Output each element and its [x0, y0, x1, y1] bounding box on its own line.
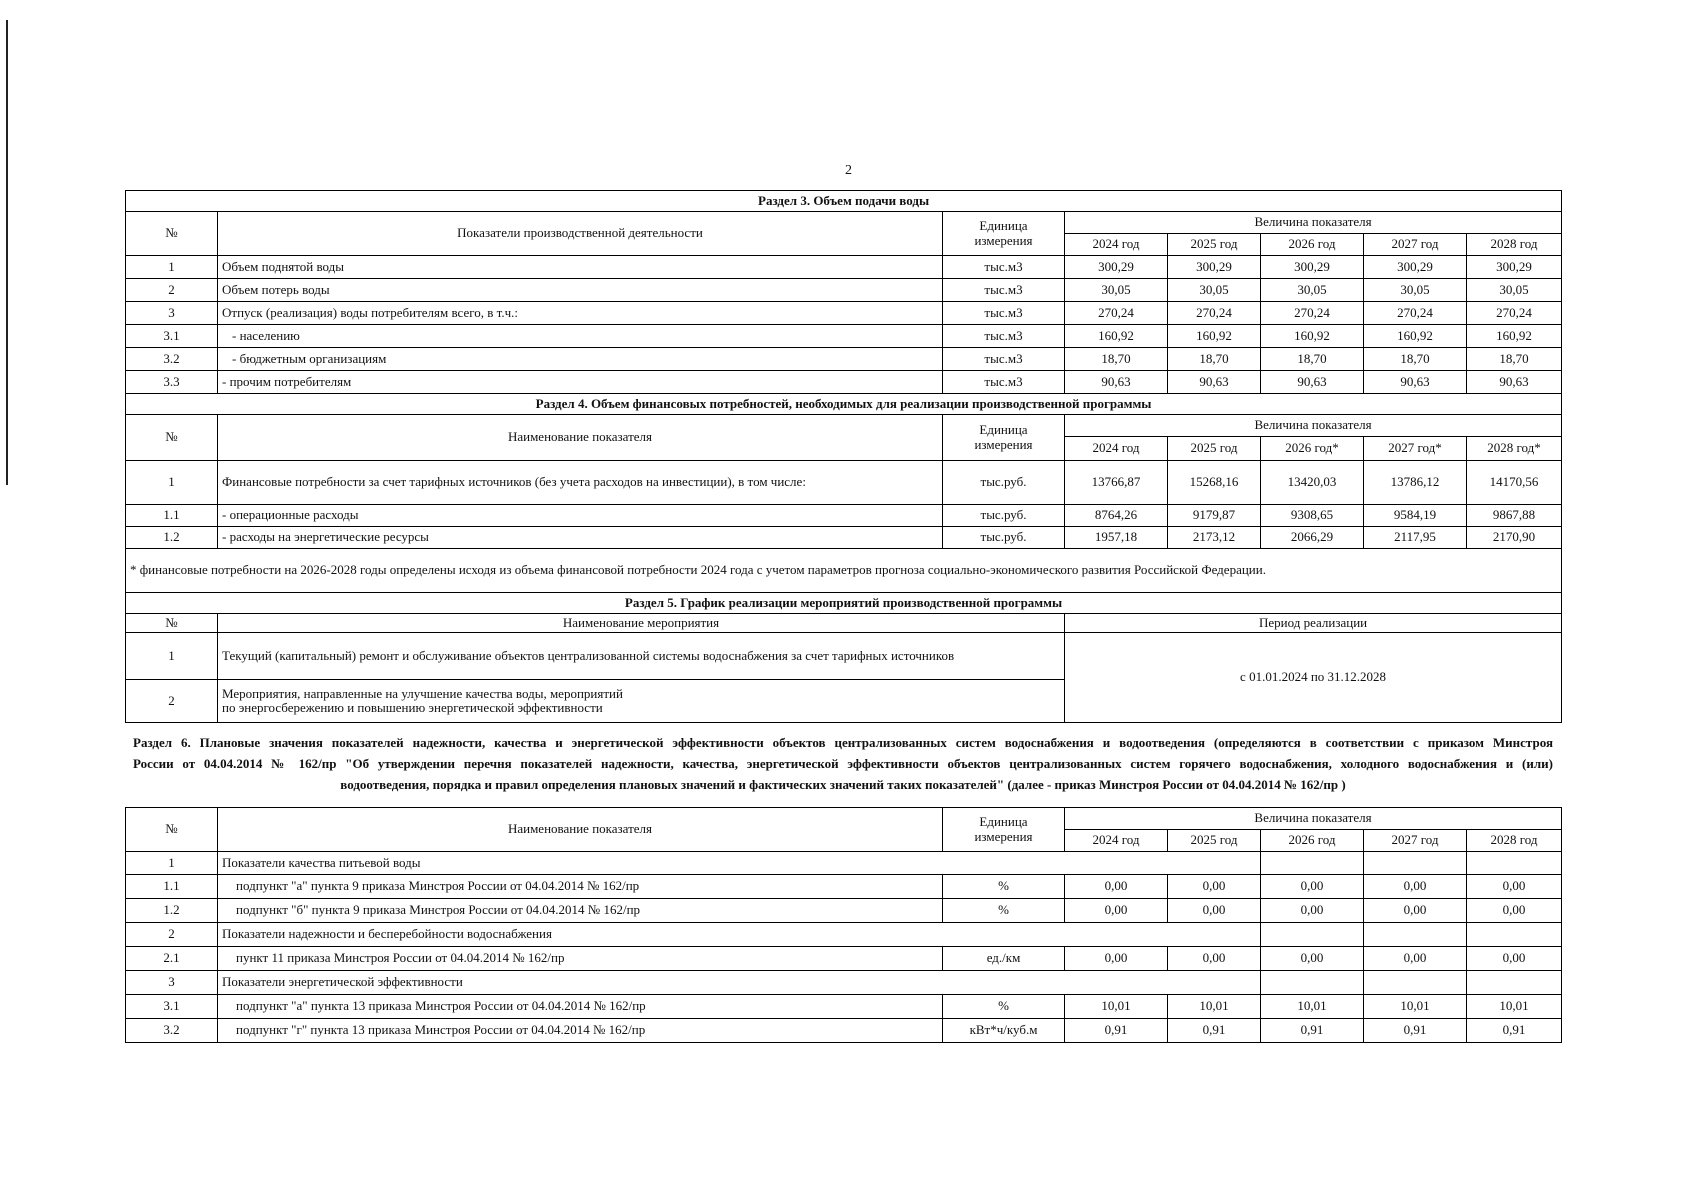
- col-name-header: Наименование показателя: [218, 415, 943, 461]
- section4-footnote: * финансовые потребности на 2026-2028 годы определены исходя из объема финансовой потребности 2024 года с учетом параметров прогноза социально-экономического развития Российской Федерации.: [126, 549, 1562, 593]
- col-unit-header: Единица измерения: [943, 415, 1065, 461]
- row-name: Объем потерь воды: [218, 279, 943, 302]
- table-row: [126, 461, 1562, 505]
- row-value: 90,63: [1467, 371, 1562, 394]
- year-header: 2025 год: [1168, 234, 1261, 256]
- year-header: 2024 год: [1065, 830, 1168, 852]
- row-unit: тыс.м3: [943, 302, 1065, 325]
- row-value: 160,92: [1364, 325, 1467, 348]
- row-value: 0,91: [1467, 1019, 1562, 1043]
- row-name: Отпуск (реализация) воды потребителям всего, в т.ч.:: [218, 302, 943, 325]
- row-value: 270,24: [1261, 302, 1364, 325]
- row-name: пункт 11 приказа Минстроя России от 04.04.2014 № 162/пр: [218, 947, 943, 971]
- table-row: [126, 852, 1562, 875]
- col-value-header: Величина показателя: [1065, 415, 1562, 437]
- row-value: 90,63: [1364, 371, 1467, 394]
- row-unit: ед./км: [943, 947, 1065, 971]
- table-row: [126, 325, 1562, 348]
- table-row: [126, 633, 1562, 680]
- year-header: 2027 год*: [1364, 437, 1467, 461]
- row-value: 90,63: [1261, 371, 1364, 394]
- col-no-header: №: [126, 808, 218, 852]
- row-value: 300,29: [1168, 256, 1261, 279]
- col-name-header: Наименование показателя: [218, 808, 943, 852]
- row-name: Финансовые потребности за счет тарифных источников (без учета расходов на инвестиции), в том числе:: [218, 461, 943, 505]
- row-value: 9179,87: [1168, 505, 1261, 527]
- table-row: [126, 899, 1562, 923]
- row-value: 13420,03: [1261, 461, 1364, 505]
- row-value: 30,05: [1467, 279, 1562, 302]
- row-value: 14170,56: [1467, 461, 1562, 505]
- group-name: Показатели энергетической эффективности: [218, 971, 1261, 995]
- col-no-header: №: [126, 212, 218, 256]
- row-value: 0,00: [1168, 899, 1261, 923]
- row-value: 300,29: [1261, 256, 1364, 279]
- row-name: - бюджетным организациям: [218, 348, 943, 371]
- row-value: 30,05: [1065, 279, 1168, 302]
- row-no: 3.1: [126, 325, 218, 348]
- table-row: [126, 279, 1562, 302]
- row-value: 10,01: [1364, 995, 1467, 1019]
- row-value: 0,00: [1261, 875, 1364, 899]
- section3-title: Раздел 3. Объем подачи воды: [126, 191, 1562, 212]
- row-name: - прочим потребителям: [218, 371, 943, 394]
- year-header: 2025 год: [1168, 830, 1261, 852]
- row-no: 1.2: [126, 899, 218, 923]
- page-number: 2: [845, 163, 852, 178]
- row-value: 270,24: [1168, 302, 1261, 325]
- row-name: Мероприятия, направленные на улучшение качества воды, мероприятий по энергосбережению и повышению энергетической эффективности: [218, 680, 1065, 723]
- row-value: 300,29: [1065, 256, 1168, 279]
- row-no: 2: [126, 680, 218, 723]
- row-no: 2: [126, 923, 218, 947]
- row-value: 2173,12: [1168, 527, 1261, 549]
- table-row: [126, 348, 1562, 371]
- row-value: 0,91: [1261, 1019, 1364, 1043]
- row-value: 9584,19: [1364, 505, 1467, 527]
- row-name: Объем поднятой воды: [218, 256, 943, 279]
- table-row: [126, 527, 1562, 549]
- row-value: 2117,95: [1364, 527, 1467, 549]
- row-value: 1957,18: [1065, 527, 1168, 549]
- group-name: Показатели надежности и бесперебойности водоснабжения: [218, 923, 1261, 947]
- row-value: 2066,29: [1261, 527, 1364, 549]
- row-value: 15268,16: [1168, 461, 1261, 505]
- row-no: 3: [126, 302, 218, 325]
- row-value: 0,00: [1065, 947, 1168, 971]
- year-header: 2026 год: [1261, 234, 1364, 256]
- row-no: 1: [126, 852, 218, 875]
- row-value: 0,00: [1168, 947, 1261, 971]
- row-value: 9308,65: [1261, 505, 1364, 527]
- year-header: 2028 год: [1467, 234, 1562, 256]
- row-unit: тыс.м3: [943, 256, 1065, 279]
- col-value-header: Величина показателя: [1065, 212, 1562, 234]
- section4-title: Раздел 4. Объем финансовых потребностей, необходимых для реализации производственной программы: [126, 394, 1562, 415]
- col-period-header: Период реализации: [1065, 614, 1562, 633]
- year-header: 2027 год: [1364, 830, 1467, 852]
- row-value: 18,70: [1467, 348, 1562, 371]
- row-value: 13766,87: [1065, 461, 1168, 505]
- group-name: Показатели качества питьевой воды: [218, 852, 1261, 875]
- row-value: 270,24: [1065, 302, 1168, 325]
- row-unit: тыс.руб.: [943, 527, 1065, 549]
- row-value: 2170,90: [1467, 527, 1562, 549]
- row-unit: тыс.м3: [943, 348, 1065, 371]
- row-no: 1: [126, 633, 218, 680]
- row-name: - населению: [218, 325, 943, 348]
- row-no: 2.1: [126, 947, 218, 971]
- row-value: 10,01: [1065, 995, 1168, 1019]
- row-value: 300,29: [1467, 256, 1562, 279]
- row-value: 0,00: [1364, 899, 1467, 923]
- row-name: - операционные расходы: [218, 505, 943, 527]
- section5-title: Раздел 5. График реализации мероприятий производственной программы: [126, 593, 1562, 614]
- row-value: 30,05: [1364, 279, 1467, 302]
- row-value: 18,70: [1065, 348, 1168, 371]
- row-value: 30,05: [1261, 279, 1364, 302]
- table-row: [126, 371, 1562, 394]
- row-unit: %: [943, 875, 1065, 899]
- row-name: Текущий (капитальный) ремонт и обслуживание объектов централизованной системы водоснабжения за счет тарифных источников: [218, 633, 1065, 680]
- row-no: 1: [126, 461, 218, 505]
- table-row: [126, 875, 1562, 899]
- table-row: [126, 256, 1562, 279]
- row-no: 3.2: [126, 348, 218, 371]
- row-value: 0,00: [1364, 875, 1467, 899]
- row-no: 3.2: [126, 1019, 218, 1043]
- section6-title: Раздел 6. Плановые значения показателей надежности, качества и энергетической эффективности объектов централизованных систем водоснабжения и водоотведения (определяются в соответствии с приказом Минстроя России от 04.04.2014 № 162/пр "Об утверждении перечня показателей надежности, качества, энергетической эффективности объектов централизованных систем горячего водоснабжения, холодного водоснабжения и (или) водоотведения, порядка и правил определения плановых значений и фактических значений таких показателей" (далее - приказ Минстроя России от 04.04.2014 № 162/пр ): [133, 735, 1553, 792]
- year-header: 2027 год: [1364, 234, 1467, 256]
- row-value: 160,92: [1261, 325, 1364, 348]
- row-value: 0,00: [1261, 899, 1364, 923]
- row-unit: тыс.м3: [943, 279, 1065, 302]
- row-value: 0,00: [1065, 899, 1168, 923]
- section6-table: [125, 807, 1562, 1043]
- row-name: подпункт "г" пункта 13 приказа Минстроя России от 04.04.2014 № 162/пр: [218, 1019, 943, 1043]
- year-header: 2028 год*: [1467, 437, 1562, 461]
- row-unit: тыс.м3: [943, 371, 1065, 394]
- row-name: подпункт "а" пункта 9 приказа Минстроя России от 04.04.2014 № 162/пр: [218, 875, 943, 899]
- row-value: 0,91: [1065, 1019, 1168, 1043]
- table-row: [126, 1019, 1562, 1043]
- row-no: 1.2: [126, 527, 218, 549]
- table-row: [126, 995, 1562, 1019]
- year-header: 2026 год*: [1261, 437, 1364, 461]
- row-value: 160,92: [1467, 325, 1562, 348]
- col-no-header: №: [126, 614, 218, 633]
- row-value: 0,00: [1467, 875, 1562, 899]
- row-name: - расходы на энергетические ресурсы: [218, 527, 943, 549]
- row-value: 18,70: [1364, 348, 1467, 371]
- row-value: 0,00: [1364, 947, 1467, 971]
- row-name: подпункт "а" пункта 13 приказа Минстроя России от 04.04.2014 № 162/пр: [218, 995, 943, 1019]
- year-header: 2028 год: [1467, 830, 1562, 852]
- row-value: 13786,12: [1364, 461, 1467, 505]
- period-cell: с 01.01.2024 по 31.12.2028: [1065, 633, 1562, 723]
- row-no: 1.1: [126, 505, 218, 527]
- table-row: [126, 947, 1562, 971]
- year-header: 2024 год: [1065, 437, 1168, 461]
- row-value: 8764,26: [1065, 505, 1168, 527]
- year-header: 2026 год: [1261, 830, 1364, 852]
- row-value: 0,00: [1261, 947, 1364, 971]
- table-row: [126, 971, 1562, 995]
- row-value: 0,91: [1168, 1019, 1261, 1043]
- row-value: 10,01: [1261, 995, 1364, 1019]
- row-value: 18,70: [1168, 348, 1261, 371]
- col-unit-header: Единица измерения: [943, 808, 1065, 852]
- row-value: 270,24: [1467, 302, 1562, 325]
- row-no: 3: [126, 971, 218, 995]
- row-unit: тыс.м3: [943, 325, 1065, 348]
- year-header: 2024 год: [1065, 234, 1168, 256]
- table-row: [126, 302, 1562, 325]
- row-name: подпункт "б" пункта 9 приказа Минстроя России от 04.04.2014 № 162/пр: [218, 899, 943, 923]
- row-value: 9867,88: [1467, 505, 1562, 527]
- year-header: 2025 год: [1168, 437, 1261, 461]
- row-value: 0,00: [1168, 875, 1261, 899]
- row-unit: %: [943, 995, 1065, 1019]
- col-no-header: №: [126, 415, 218, 461]
- row-no: 3.1: [126, 995, 218, 1019]
- row-no: 1: [126, 256, 218, 279]
- row-value: 270,24: [1364, 302, 1467, 325]
- table-row: [126, 923, 1562, 947]
- row-value: 90,63: [1168, 371, 1261, 394]
- row-value: 160,92: [1065, 325, 1168, 348]
- row-no: 2: [126, 279, 218, 302]
- row-value: 30,05: [1168, 279, 1261, 302]
- row-value: 0,00: [1065, 875, 1168, 899]
- col-name-header: Показатели производственной деятельности: [218, 212, 943, 256]
- row-unit: кВт*ч/куб.м: [943, 1019, 1065, 1043]
- row-value: 0,91: [1364, 1019, 1467, 1043]
- col-unit-header: Единица измерения: [943, 212, 1065, 256]
- row-value: 18,70: [1261, 348, 1364, 371]
- main-table: [125, 190, 1562, 723]
- row-no: 3.3: [126, 371, 218, 394]
- row-value: 160,92: [1168, 325, 1261, 348]
- col-value-header: Величина показателя: [1065, 808, 1562, 830]
- row-value: 10,01: [1467, 995, 1562, 1019]
- scan-edge-line: [6, 20, 8, 485]
- row-value: 90,63: [1065, 371, 1168, 394]
- row-value: 0,00: [1467, 947, 1562, 971]
- row-value: 0,00: [1467, 899, 1562, 923]
- row-value: 10,01: [1168, 995, 1261, 1019]
- col-name-header: Наименование мероприятия: [218, 614, 1065, 633]
- row-unit: тыс.руб.: [943, 461, 1065, 505]
- row-no: 1.1: [126, 875, 218, 899]
- row-value: 300,29: [1364, 256, 1467, 279]
- row-unit: тыс.руб.: [943, 505, 1065, 527]
- row-unit: %: [943, 899, 1065, 923]
- table-row: [126, 505, 1562, 527]
